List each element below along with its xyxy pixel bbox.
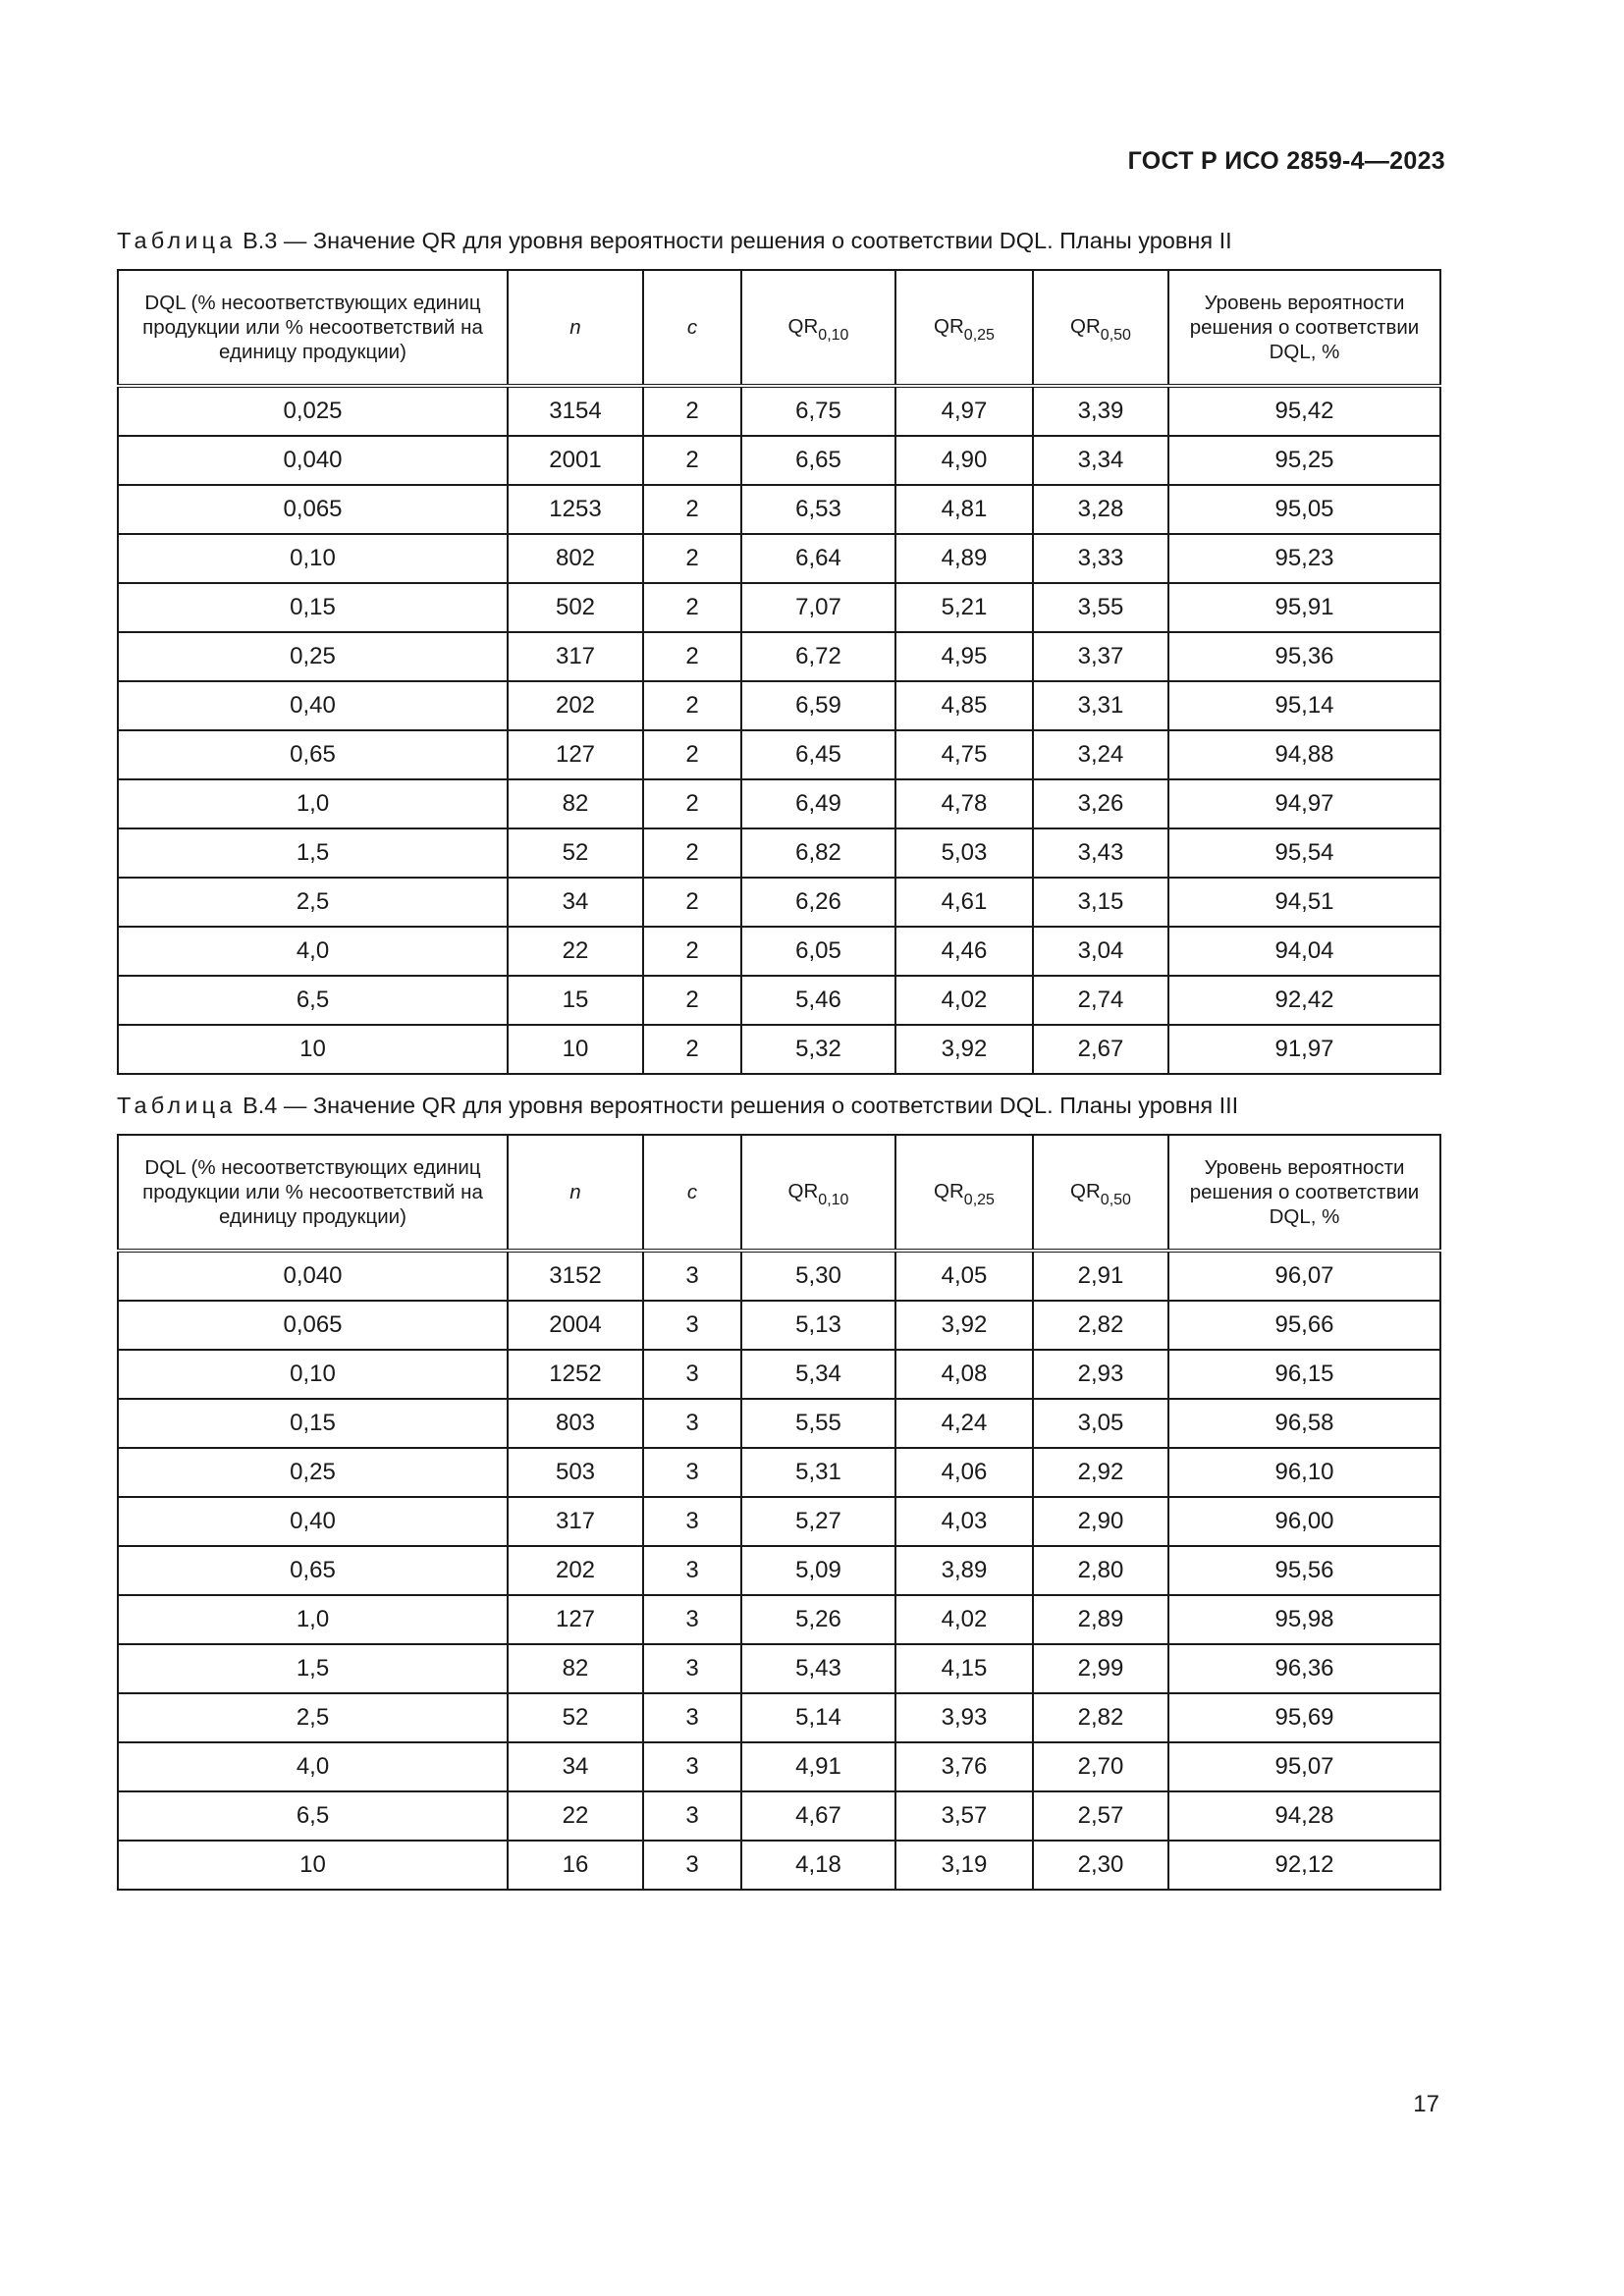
table-row [118,1841,1440,1890]
qr-subscript: 0,50 [1100,327,1131,344]
cell-qr050: 3,33 [1033,534,1168,583]
cell-qr010: 4,18 [741,1841,895,1890]
cell-qr050: 2,90 [1033,1497,1168,1546]
cell-qr050: 2,82 [1033,1301,1168,1350]
cell-n: 52 [508,1693,643,1742]
qr-subscript: 0,50 [1100,1192,1131,1208]
cell-qr025: 4,02 [895,1595,1033,1644]
cell-qr050: 3,15 [1033,878,1168,927]
cell-c: 2 [643,927,741,976]
cell-qr050: 3,37 [1033,632,1168,681]
cell-qr050: 2,57 [1033,1791,1168,1841]
cell-qr010: 5,32 [741,1025,895,1074]
table-row [118,1301,1440,1350]
col-header-qr025 [895,270,1033,386]
cell-n: 202 [508,1546,643,1595]
cell-n: 503 [508,1448,643,1497]
cell-qr025: 4,03 [895,1497,1033,1546]
col-header-qr010 [741,270,895,386]
cell-dql: 2,5 [118,1693,508,1742]
cell-level: 91,97 [1168,1025,1440,1074]
col-header-n: n [508,270,643,386]
cell-qr010: 5,31 [741,1448,895,1497]
cell-qr050: 2,30 [1033,1841,1168,1890]
cell-dql: 1,5 [118,1644,508,1693]
table-row [118,386,1440,436]
cell-dql: 1,0 [118,1595,508,1644]
cell-level: 95,54 [1168,828,1440,878]
cell-qr025: 5,03 [895,828,1033,878]
table-row [118,485,1440,534]
qr-base: QR [1070,315,1101,338]
cell-n: 502 [508,583,643,632]
cell-qr010: 5,09 [741,1546,895,1595]
cell-level: 95,25 [1168,436,1440,485]
cell-level: 95,66 [1168,1301,1440,1350]
cell-c: 2 [643,730,741,779]
cell-level: 95,69 [1168,1693,1440,1742]
cell-n: 15 [508,976,643,1025]
cell-level: 95,98 [1168,1595,1440,1644]
qr-subscript: 0,10 [818,1192,849,1208]
cell-qr010: 6,45 [741,730,895,779]
cell-c: 3 [643,1595,741,1644]
qr-base: QR [787,1180,819,1202]
cell-n: 10 [508,1025,643,1074]
cell-qr025: 4,75 [895,730,1033,779]
cell-qr010: 5,34 [741,1350,895,1399]
cell-qr050: 3,24 [1033,730,1168,779]
cell-c: 3 [643,1841,741,1890]
cell-n: 16 [508,1841,643,1890]
cell-qr010: 6,59 [741,681,895,730]
cell-qr025: 4,15 [895,1644,1033,1693]
qr-base: QR [934,315,964,338]
col-header-qr050 [1033,270,1168,386]
cell-dql: 6,5 [118,976,508,1025]
table-row [118,1399,1440,1448]
qr-base: QR [1070,1180,1101,1202]
table-row [118,1791,1440,1841]
cell-level: 96,36 [1168,1644,1440,1693]
cell-dql: 0,065 [118,485,508,534]
cell-n: 2001 [508,436,643,485]
cell-level: 95,05 [1168,485,1440,534]
cell-dql: 0,040 [118,1251,508,1301]
cell-n: 34 [508,1742,643,1791]
cell-c: 3 [643,1742,741,1791]
col-header-qr025 [895,1135,1033,1251]
col-header-level: Уровень вероятности решения о соответствии DQL, % [1168,270,1440,386]
cell-qr025: 3,92 [895,1301,1033,1350]
cell-c: 2 [643,632,741,681]
cell-c: 3 [643,1497,741,1546]
cell-level: 95,91 [1168,583,1440,632]
cell-level: 95,14 [1168,681,1440,730]
cell-qr025: 3,89 [895,1546,1033,1595]
cell-qr010: 5,14 [741,1693,895,1742]
cell-qr050: 2,93 [1033,1350,1168,1399]
cell-c: 3 [643,1693,741,1742]
cell-dql: 0,10 [118,534,508,583]
table-header-row [118,1135,1440,1251]
cell-n: 802 [508,534,643,583]
cell-c: 2 [643,681,741,730]
cell-level: 95,56 [1168,1546,1440,1595]
cell-level: 94,97 [1168,779,1440,828]
page-number: 17 [1413,2091,1439,2117]
cell-qr050: 2,91 [1033,1251,1168,1301]
cell-level: 94,51 [1168,878,1440,927]
cell-n: 2004 [508,1301,643,1350]
cell-n: 127 [508,730,643,779]
cell-c: 2 [643,1025,741,1074]
cell-qr050: 3,39 [1033,386,1168,436]
table-row [118,1251,1440,1301]
cell-qr025: 4,85 [895,681,1033,730]
cell-n: 1252 [508,1350,643,1399]
cell-qr050: 2,82 [1033,1693,1168,1742]
cell-qr010: 6,49 [741,779,895,828]
cell-qr050: 3,04 [1033,927,1168,976]
table-row [118,436,1440,485]
cell-qr025: 3,76 [895,1742,1033,1791]
cell-level: 96,10 [1168,1448,1440,1497]
cell-n: 52 [508,828,643,878]
cell-qr050: 2,99 [1033,1644,1168,1693]
cell-qr050: 3,55 [1033,583,1168,632]
cell-qr010: 5,13 [741,1301,895,1350]
cell-dql: 1,5 [118,828,508,878]
table-row [118,1644,1440,1693]
cell-level: 94,04 [1168,927,1440,976]
cell-qr010: 5,55 [741,1399,895,1448]
cell-qr025: 4,95 [895,632,1033,681]
cell-qr010: 4,91 [741,1742,895,1791]
cell-qr025: 3,93 [895,1693,1033,1742]
col-header-dql: DQL (% несоответствующих единиц продукции или % несоответствий на единицу продукции) [118,1135,508,1251]
table-row [118,976,1440,1025]
cell-level: 96,00 [1168,1497,1440,1546]
table-row [118,828,1440,878]
cell-level: 94,28 [1168,1791,1440,1841]
cell-c: 2 [643,386,741,436]
cell-dql: 0,15 [118,583,508,632]
cell-n: 82 [508,1644,643,1693]
cell-qr010: 6,82 [741,828,895,878]
table-row [118,878,1440,927]
table-b4-caption [117,1093,1238,1119]
cell-dql: 0,025 [118,386,508,436]
cell-dql: 0,065 [118,1301,508,1350]
cell-dql: 0,40 [118,681,508,730]
cell-dql: 0,040 [118,436,508,485]
table-row [118,583,1440,632]
cell-qr010: 4,67 [741,1791,895,1841]
col-header-c: c [643,1135,741,1251]
cell-qr050: 3,28 [1033,485,1168,534]
qr-subscript: 0,25 [963,327,995,344]
cell-qr025: 4,97 [895,386,1033,436]
table-row [118,632,1440,681]
table-row [118,779,1440,828]
table-row [118,1497,1440,1546]
cell-c: 2 [643,828,741,878]
cell-level: 95,36 [1168,632,1440,681]
cell-dql: 0,15 [118,1399,508,1448]
col-header-c: c [643,270,741,386]
cell-qr050: 3,31 [1033,681,1168,730]
cell-level: 95,23 [1168,534,1440,583]
table-caption-text: В.3 — Значение QR для уровня вероятности решения о соответствии DQL. Планы уровня II [243,228,1232,253]
cell-n: 317 [508,1497,643,1546]
cell-dql: 4,0 [118,1742,508,1791]
table-caption-text: В.4 — Значение QR для уровня вероятности решения о соответствии DQL. Планы уровня III [243,1093,1239,1118]
table-b4 [117,1134,1441,1891]
cell-level: 96,07 [1168,1251,1440,1301]
cell-dql: 10 [118,1025,508,1074]
table-b4-body [118,1251,1440,1890]
cell-qr010: 7,07 [741,583,895,632]
table-label: Таблица [117,1093,237,1118]
cell-qr050: 3,05 [1033,1399,1168,1448]
cell-qr010: 6,72 [741,632,895,681]
cell-c: 3 [643,1399,741,1448]
cell-c: 2 [643,878,741,927]
cell-n: 82 [508,779,643,828]
cell-qr050: 3,43 [1033,828,1168,878]
col-header-qr010 [741,1135,895,1251]
cell-n: 202 [508,681,643,730]
cell-qr025: 4,89 [895,534,1033,583]
cell-c: 2 [643,779,741,828]
cell-n: 22 [508,1791,643,1841]
cell-qr010: 5,46 [741,976,895,1025]
cell-c: 2 [643,976,741,1025]
cell-dql: 0,65 [118,730,508,779]
cell-n: 3154 [508,386,643,436]
cell-n: 1253 [508,485,643,534]
cell-n: 22 [508,927,643,976]
cell-c: 3 [643,1644,741,1693]
cell-qr025: 3,19 [895,1841,1033,1890]
table-row [118,730,1440,779]
cell-n: 803 [508,1399,643,1448]
cell-qr010: 6,05 [741,927,895,976]
cell-level: 96,15 [1168,1350,1440,1399]
table-b3-caption [117,228,1232,254]
cell-level: 94,88 [1168,730,1440,779]
cell-qr010: 6,75 [741,386,895,436]
cell-c: 3 [643,1301,741,1350]
table-row [118,1448,1440,1497]
cell-level: 95,07 [1168,1742,1440,1791]
col-header-qr050 [1033,1135,1168,1251]
cell-c: 2 [643,485,741,534]
cell-qr025: 4,81 [895,485,1033,534]
cell-qr010: 5,27 [741,1497,895,1546]
cell-qr010: 5,43 [741,1644,895,1693]
cell-qr025: 4,24 [895,1399,1033,1448]
cell-level: 92,12 [1168,1841,1440,1890]
table-row [118,534,1440,583]
table-row [118,927,1440,976]
cell-qr025: 5,21 [895,583,1033,632]
cell-c: 2 [643,436,741,485]
cell-qr010: 6,26 [741,878,895,927]
table-header-row [118,270,1440,386]
cell-level: 95,42 [1168,386,1440,436]
table-row [118,681,1440,730]
cell-c: 3 [643,1791,741,1841]
cell-dql: 0,25 [118,632,508,681]
table-row [118,1546,1440,1595]
cell-level: 92,42 [1168,976,1440,1025]
cell-qr050: 3,34 [1033,436,1168,485]
cell-level: 96,58 [1168,1399,1440,1448]
table-label: Таблица [117,228,237,253]
cell-qr025: 4,08 [895,1350,1033,1399]
cell-qr010: 6,53 [741,485,895,534]
cell-c: 3 [643,1546,741,1595]
col-header-level: Уровень вероятности решения о соответствии DQL, % [1168,1135,1440,1251]
cell-qr050: 2,80 [1033,1546,1168,1595]
cell-dql: 6,5 [118,1791,508,1841]
cell-qr050: 2,92 [1033,1448,1168,1497]
cell-qr050: 2,70 [1033,1742,1168,1791]
cell-dql: 0,10 [118,1350,508,1399]
cell-c: 2 [643,534,741,583]
cell-c: 2 [643,583,741,632]
table-b3-body [118,386,1440,1074]
cell-qr050: 3,26 [1033,779,1168,828]
qr-base: QR [787,315,819,338]
cell-dql: 10 [118,1841,508,1890]
cell-qr025: 4,90 [895,436,1033,485]
cell-qr050: 2,89 [1033,1595,1168,1644]
cell-dql: 0,40 [118,1497,508,1546]
cell-dql: 4,0 [118,927,508,976]
table-row [118,1693,1440,1742]
qr-base: QR [934,1180,964,1202]
col-header-n: n [508,1135,643,1251]
cell-dql: 1,0 [118,779,508,828]
table-row [118,1595,1440,1644]
cell-dql: 0,65 [118,1546,508,1595]
cell-n: 127 [508,1595,643,1644]
cell-c: 3 [643,1448,741,1497]
qr-subscript: 0,25 [963,1192,995,1208]
table-row [118,1742,1440,1791]
cell-qr025: 4,02 [895,976,1033,1025]
cell-n: 317 [508,632,643,681]
cell-qr010: 5,26 [741,1595,895,1644]
cell-n: 34 [508,878,643,927]
cell-c: 3 [643,1251,741,1301]
cell-n: 3152 [508,1251,643,1301]
table-row [118,1025,1440,1074]
cell-qr010: 6,64 [741,534,895,583]
cell-qr025: 4,61 [895,878,1033,927]
cell-c: 3 [643,1350,741,1399]
cell-qr010: 5,30 [741,1251,895,1301]
table-row [118,1350,1440,1399]
cell-qr025: 4,78 [895,779,1033,828]
cell-qr025: 3,57 [895,1791,1033,1841]
cell-qr050: 2,74 [1033,976,1168,1025]
cell-qr010: 6,65 [741,436,895,485]
table-b3 [117,269,1441,1075]
cell-qr025: 4,46 [895,927,1033,976]
qr-subscript: 0,10 [818,327,849,344]
cell-qr025: 4,05 [895,1251,1033,1301]
cell-qr050: 2,67 [1033,1025,1168,1074]
cell-qr025: 3,92 [895,1025,1033,1074]
col-header-dql: DQL (% несоответствующих единиц продукции или % несоответствий на единицу продукции) [118,270,508,386]
cell-qr025: 4,06 [895,1448,1033,1497]
document-code: ГОСТ Р ИСО 2859-4—2023 [1127,147,1445,175]
cell-dql: 0,25 [118,1448,508,1497]
cell-dql: 2,5 [118,878,508,927]
